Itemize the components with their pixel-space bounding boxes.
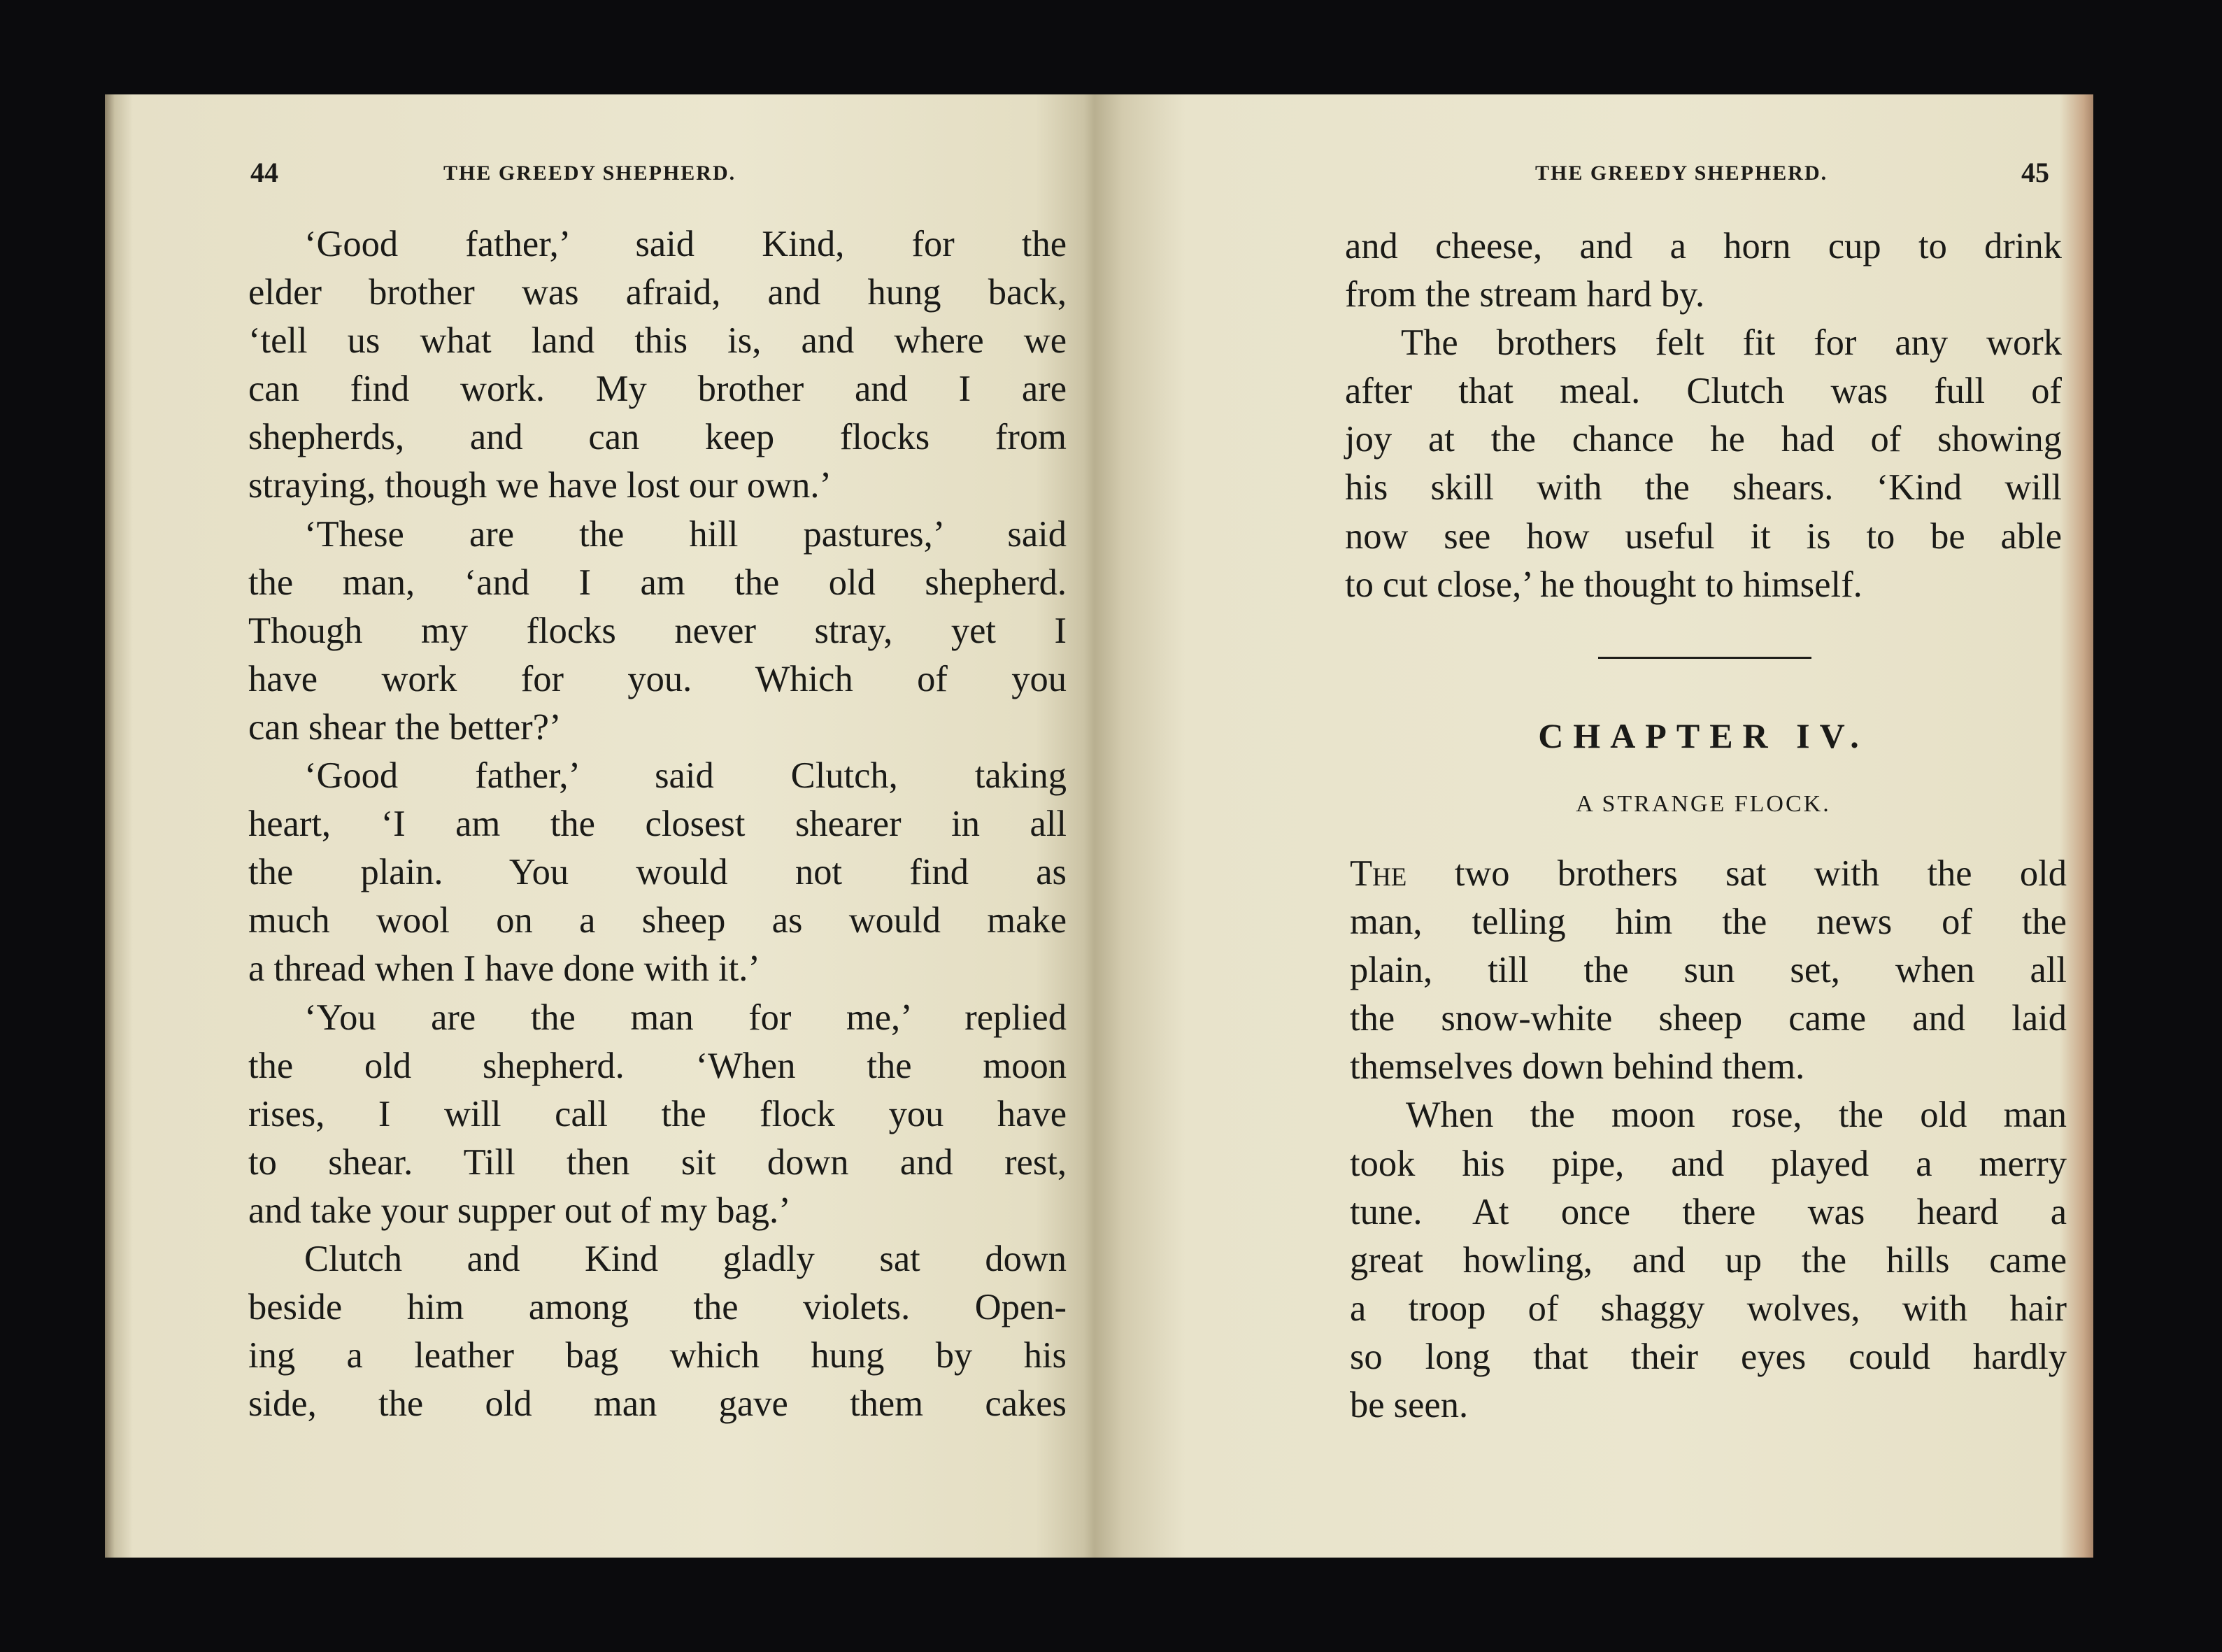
text-line: after that meal. Clutch was full of [1345,371,2062,412]
text-line: now see how useful it is to be able [1345,515,2062,557]
text-fragment: two brothers sat with the old [1406,853,2067,894]
text-line: straying, though we have lost our own.’ [248,465,832,506]
right-running-head: THE GREEDY SHEPHERD. [1535,162,1828,185]
left-page-number: 44 [250,157,278,188]
text-line: took his pipe, and played a merry [1350,1143,2067,1184]
text-line: a thread when I have done with it.’ [248,948,760,990]
text-line: his skill with the shears. ‘Kind will [1345,467,2062,508]
text-line: the plain. You would not find as [248,852,1067,893]
text-line: tune. At once there was heard a [1350,1191,2067,1232]
text-line: ‘Good father,’ said Kind, for the [304,224,1067,264]
right-page-number: 45 [2021,157,2049,188]
text-line: man, telling him the news of the [1350,902,2067,943]
right-page [1095,94,2093,1558]
text-line: be seen. [1350,1385,1469,1426]
text-line: have work for you. Which of you [248,658,1067,699]
text-line [1350,850,2067,898]
text-line: the snow-white sheep came and laid [1350,998,2067,1039]
left-page [105,94,1095,1558]
text-line: heart, ‘I am the closest shearer in all [248,804,1067,845]
text-line: rises, I will call the flock you have [248,1093,1067,1134]
chapter-title: CHAPTER IV. [1538,716,1869,755]
text-line: much wool on a sheep as would make [248,900,1067,941]
text-line: elder brother was afraid, and hung back, [248,272,1067,313]
text-line: plain, till the sun set, when all [1350,950,2067,991]
open-book [105,94,2093,1558]
right-page-body-bottom [1350,850,2067,1430]
text-line: can shear the better?’ [248,706,562,748]
text-line: joy at the chance he had of showing [1345,419,2062,460]
chapter-divider-rule [1598,657,1811,659]
chapter-first-word: The [1350,853,1407,894]
text-line: a troop of shaggy wolves, with hair [1350,1288,2067,1329]
left-running-head: THE GREEDY SHEPHERD. [443,162,736,185]
text-line: beside him among the violets. Open- [248,1287,1067,1328]
text-line: side, the old man gave them cakes [248,1383,1067,1425]
text-line: Clutch and Kind gladly sat down [304,1238,1067,1279]
text-line: the old shepherd. ‘When the moon [248,1045,1067,1086]
text-line: can find work. My brother and I are [248,369,1067,410]
text-line: so long that their eyes could hardly [1350,1336,2067,1377]
text-line: ing a leather bag which hung by his [248,1335,1067,1376]
text-line: shepherds, and can keep flocks from [248,417,1067,458]
text-line: ‘Good father,’ said Clutch, taking [304,755,1067,797]
text-line: from the stream hard by. [1345,274,1705,315]
text-line: to cut close,’ he thought to himself. [1345,564,1863,605]
right-page-body-top [1345,222,2062,609]
text-line: ‘tell us what land this is, and where we [248,320,1067,362]
text-line: great howling, and up the hills came [1350,1239,2067,1281]
text-line: to shear. Till then sit down and rest, [248,1141,1067,1183]
text-line: and take your supper out of my bag.’ [248,1190,791,1231]
text-line: the man, ‘and I am the old shepherd. [248,562,1067,603]
text-line: ‘These are the hill pastures,’ said [304,513,1067,555]
left-page-body [248,220,1067,1428]
text-line: Though my flocks never stray, yet I [248,610,1067,651]
text-line: The brothers felt fit for any work [1401,322,2062,364]
text-line: When the moon rose, the old man [1406,1095,2067,1136]
text-line: ‘You are the man for me,’ replied [304,997,1067,1038]
text-line: themselves down behind them. [1350,1046,1805,1088]
text-line: and cheese, and a horn cup to drink [1345,226,2062,266]
chapter-subtitle: A STRANGE FLOCK. [1576,791,1831,817]
